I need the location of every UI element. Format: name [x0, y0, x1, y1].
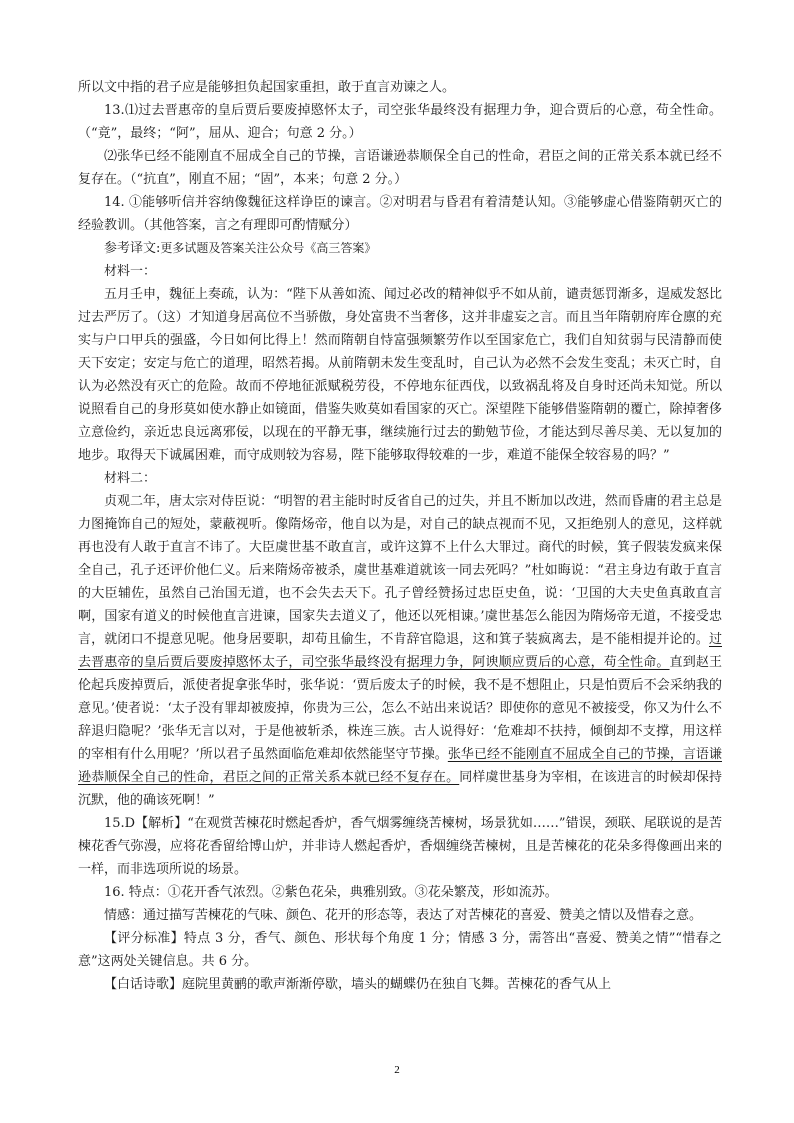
answer-15: 15.D【解析】“在观赏苦楝花时燃起香炉，香气烟雾缠绕苦楝树，场景犹如……”错误，颈联、尾联说的是苦楝花香气弥漫，应将花香留给博山炉，并非诗人燃起香炉，香烟缠绕苦楝树，且是苦楝花的花朵多得像画出来的一样，而非选项所说的场景。 [78, 816, 722, 877]
material-2-title: 材料二： [104, 471, 157, 486]
answer-intro: 所以文中指的君子应是能够担负起国家重担，敢于直言劝谏之人。 [78, 80, 456, 95]
answer-16-emotion: 情感：通过描写苦楝花的气味、颜色、花开的形态等，表达了对苦楝花的喜爱、赞美之情以及惜春之意。 [104, 908, 703, 923]
answer-13-2: ⑵张华已经不能刚直不屈成全自己的节操，言语谦逊恭顺保全自己的性命，君臣之间的正常关系本就已经不复存在。（“抗直”，刚直不屈；“固”，本来；句意 2 分。） [78, 149, 722, 187]
material-1-body: 五月壬申，魏征上奏疏，认为：“陛下从善如流、闻过必改的精神似乎不如从前，谴责惩罚渐多，逞威发怒比过去严厉了。（这）才知道身居高位不当骄傲，身处富贵不当奢侈，这并非虚妄之言。而且当年隋朝府库仓廪的充实与户口甲兵的强盛，今日如何比得上！然而隋朝自恃富强频繁劳作以至国家危亡，我们自知贫弱与民清静而使天下安定；安定与危亡的道理，昭然若揭。从前隋朝未发生变乱时，自己认为必然不会发生变乱；未灭亡时，自认为必然没有灭亡的危险。故而不停地征派赋税劳役，不停地东征西伐，以致祸乱将及自身时还尚未知觉。所以说照看自己的身形莫如使水静止如镜面，借鉴失败莫如看国家的灭亡。深望陛下能够借鉴隋朝的覆亡，除掉奢侈立意俭约，亲近忠良远离邪佞，以现在的平静无事，继续施行过去的勤勉节俭，才能达到尽善尽美、无以复加的地步。取得天下诚属困难，而守成则较为容易，陛下能够取得较难的一步，难道不能保全较容易的吗？” [78, 287, 722, 463]
material-2-underlined-2: 张华已经不能刚直不屈成全自己的节操，言语谦逊恭顺保全自己的性命，君臣之间的正常关系本就已经不复存在。 [78, 747, 722, 785]
reference-translation-heading [78, 237, 722, 260]
reference-label: 参考译文: [104, 241, 161, 256]
page-number: 2 [394, 1064, 400, 1076]
material-2-text-a: 贞观二年，唐太宗对侍臣说：“明智的君主能时时反省自己的过失，并且不断加以改进，然而昏庸的君主总是力图掩饰自己的短处，蒙蔽视听。像隋炀帝，他自以为是，对自己的缺点视而不见，又拒绝别人的意见，这样就再也没有人敢于直言不讳了。大臣虞世基不敢直言，或许这算不上什么大罪过。商代的时候，箕子假装发疯来保全自己，孔子还评价他仁义。后来隋炀帝被杀，虞世基难道就该一同去死吗？”杜如晦说：“君主身边有敢于直言的大臣辅佐，虽然自己治国无道，也不会失去天下。孔子曾经赞扬过忠臣史鱼，说：‘卫国的大夫史鱼真敢直言啊，国家有道义的时候他直言进谏，国家失去道义了，他还以死相谏。’虞世基怎么能因为隋炀帝无道，不接受忠言，就闭口不提意见呢。他身居要职，却苟且偷生，不肯辞官隐退，这和箕子装疯离去，是不能相提并论的。 [78, 494, 722, 647]
material-2-text-b: 直到赵王伦起兵废掉贾后，派使者捉拿张华时，张华说：‘贾后废太子的时候，我不是不想阻止，只是怕贾后不会采纳我的意见。’使者说：‘太子没有罪却被废掉，你贵为三公，怎么不站出来说话？即使你的意见不被接受，你又为什么不辞退归隐呢？’张华无言以对，于是他被斩杀，株连三族。古人说得好：‘危难却不扶持，倾倒却不支撑，用这样的宰相有什么用呢？’所以君子虽然面临危难却依然能坚守节操。 [78, 655, 722, 762]
poem-translation: 【白话诗歌】庭院里黄鹂的歌声渐渐停歇，墙头的蝴蝶仍在独自飞舞。苦楝花的香气从上 [104, 977, 612, 992]
material-1-title: 材料一： [104, 264, 157, 279]
answer-13-1: 13.⑴过去晋惠帝的皇后贾后要废掉愍怀太子，司空张华最终没有据理力争，迎合贾后的心意，苟全性命。（“竟”，最终；“阿”，屈从、迎合；句意 2 分。） [78, 103, 722, 141]
reference-note: 更多试题及答案关注公众号《高三答案》 [160, 241, 377, 255]
material-2-body [78, 490, 722, 812]
material-2-underlined-1: 过去晋惠帝的皇后贾后要废掉愍怀太子，司空张华最终没有据理力争，阿谀顺应贾后的心意，苟全性命。 [78, 632, 722, 670]
material-2-text-c: 同样虞世基身为宰相，在该进言的时候却保持沉默，他的确该死啊！” [78, 770, 722, 808]
answer-16-points: 16. 特点：①花开香气浓烈。②紫色花朵，典雅别致。③花朵繁茂，形如流苏。 [104, 885, 558, 900]
answer-16-criteria: 【评分标准】特点 3 分，香气、颜色、形状每个角度 1 分；情感 3 分，需答出“喜爱、赞美之情”“惜春之意”这两处关键信息。共 6 分。 [78, 931, 722, 969]
answer-14: 14. ①能够听信并容纳像魏征这样诤臣的谏言。②对明君与昏君有着清楚认知。③能够虚心借鉴隋朝灭亡的经验教训。（其他答案，言之有理即可酌情赋分） [78, 195, 722, 233]
